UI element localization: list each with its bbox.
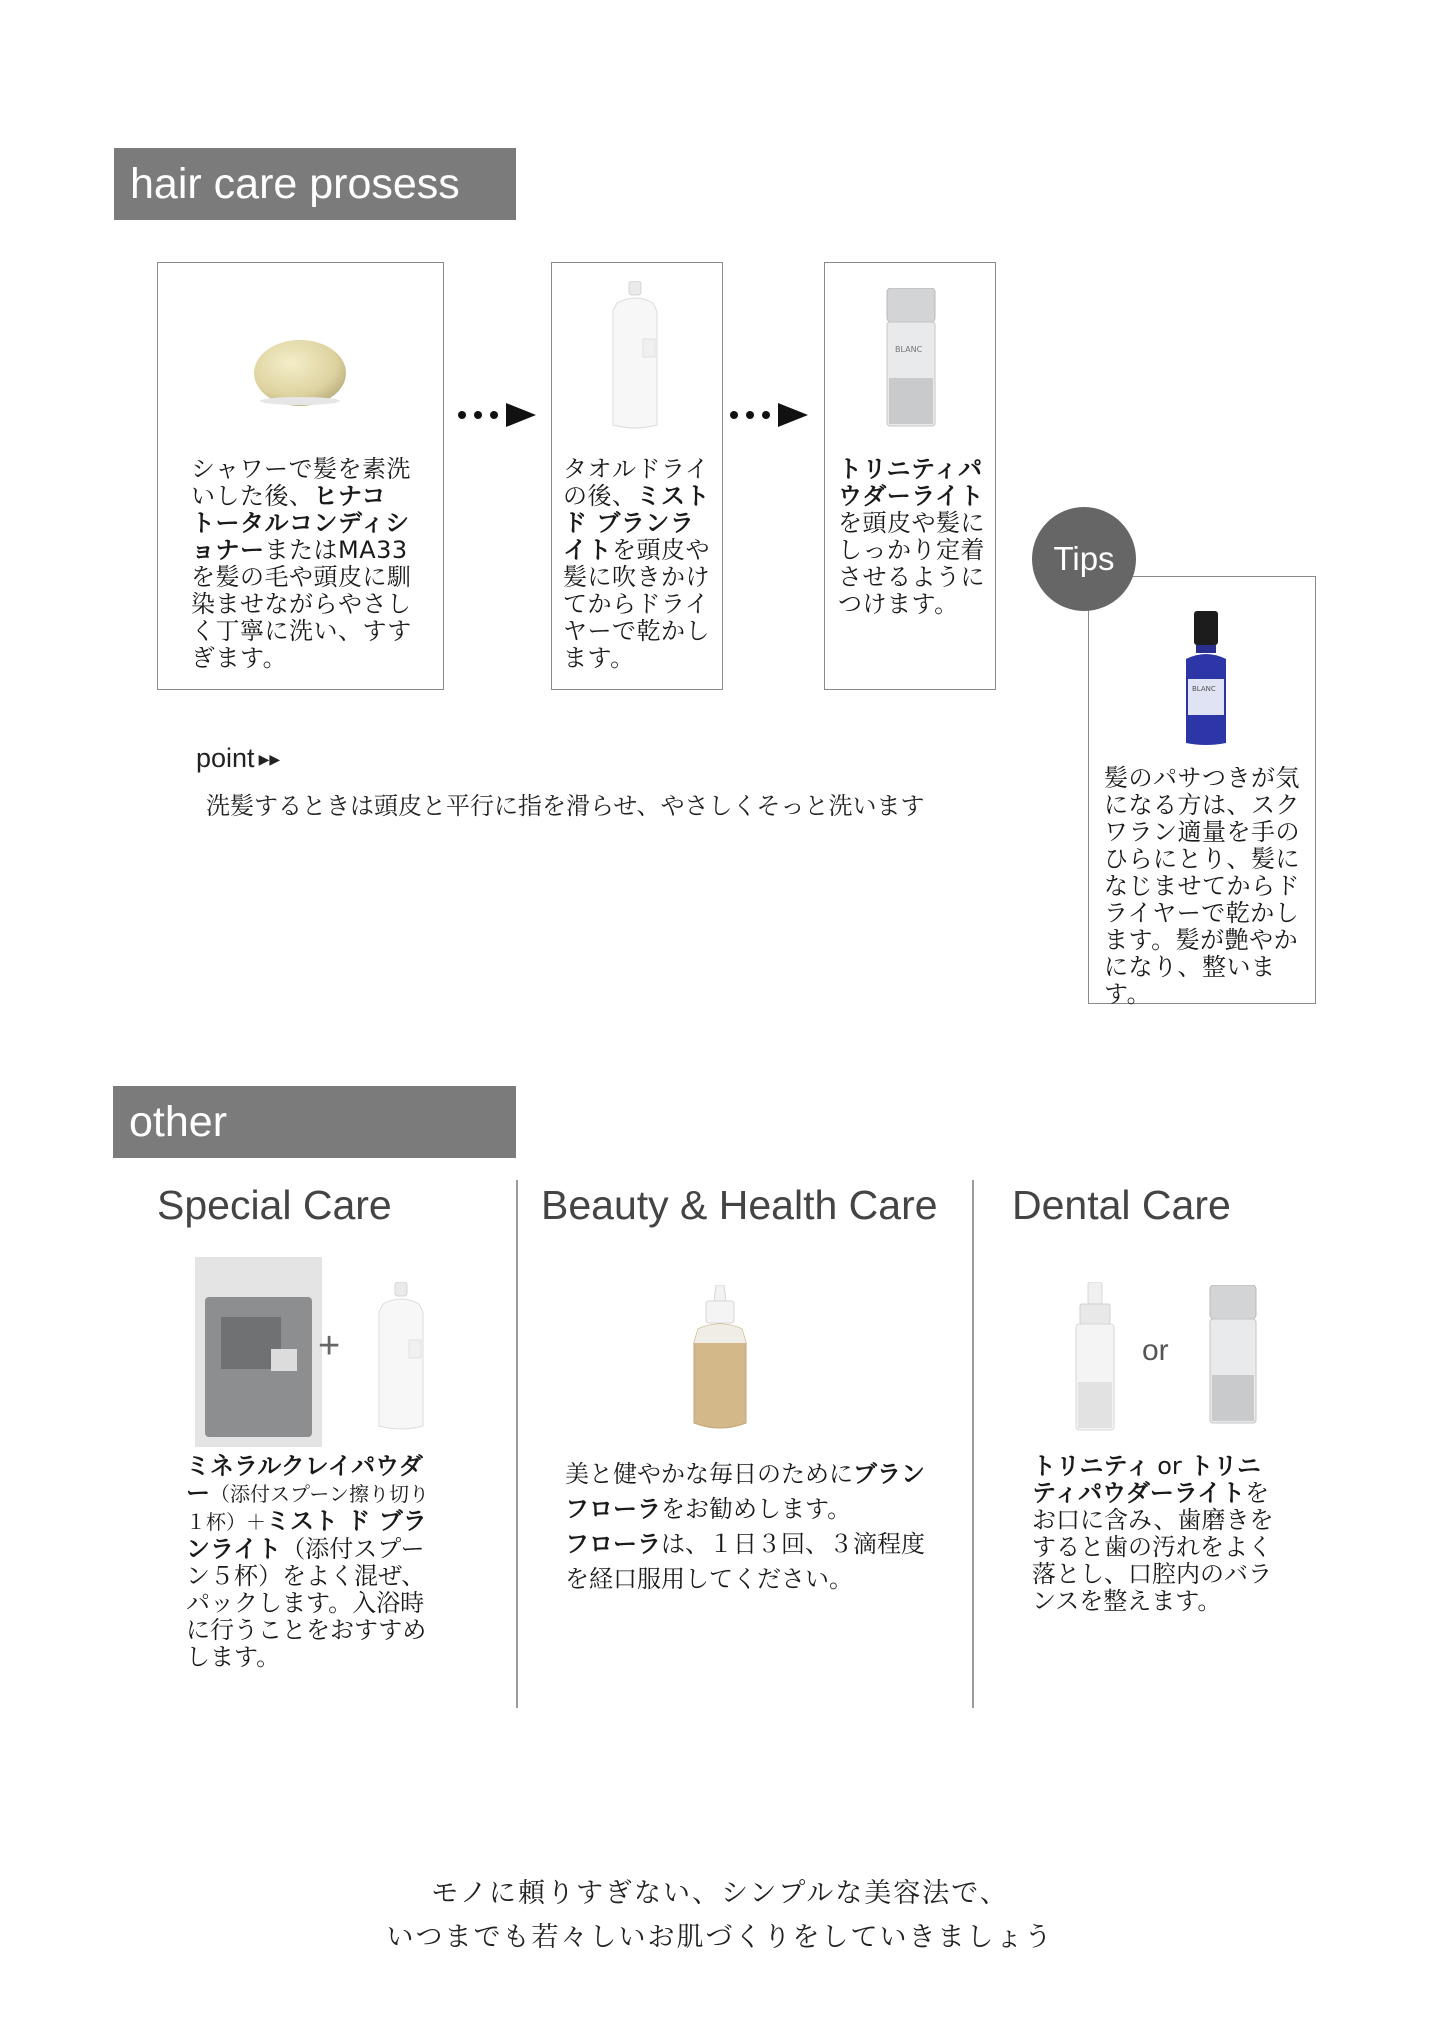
step-3-part: を頭皮や髪にしっかり定着させるようにつけます。 (838, 509, 985, 618)
step-1-card (157, 262, 444, 690)
soap-image (253, 335, 347, 407)
dental-product: トリニティパウダーライト (1032, 1452, 1261, 1507)
point-text: 洗髪するときは頭皮と平行に指を滑らせ、やさしくそっと洗います (206, 792, 925, 820)
special-care-part: （添付スプーン５杯）をよく混ぜ、パックします。入浴時に行うことをおすすめします。 (186, 1535, 427, 1671)
special-care-text (186, 1453, 434, 1671)
dental-product: トリニティ (1032, 1452, 1150, 1480)
powder-bottle-image (885, 288, 937, 428)
beauty-health-text (565, 1457, 935, 1597)
step-3-text (838, 456, 988, 618)
beauty-part: 美と健やかな毎日のために (565, 1460, 853, 1488)
special-care-title: Special Care (157, 1182, 392, 1228)
trinity-powder-bottle-image (1208, 1285, 1258, 1425)
beauty-product: フローラ (565, 1530, 661, 1558)
blanc-label: BLANC (895, 345, 923, 354)
hair-care-heading: hair care prosess (114, 148, 516, 220)
column-divider (516, 1180, 518, 1708)
tips-text: 髪のパサつきが気になる方は、スクワラン適量を手のひらにとり、髪になじませてからドライヤーで乾かします。髪が艶やかになり、整います。 (1104, 764, 1300, 1008)
step-2-part: タオルドライの後、 (563, 455, 710, 510)
play-arrows-icon: ▶▶ (258, 751, 281, 768)
special-care-mist-image (372, 1282, 430, 1432)
or-text: or (1142, 1334, 1169, 1367)
special-care-product: ミスト ド ブランライト (186, 1507, 427, 1563)
tips-card (1088, 576, 1316, 1008)
step-2-product: ミストド ブランライト (563, 482, 710, 564)
column-divider (972, 1180, 974, 1708)
footer-line-2: いつまでも若々しいお肌づくりをしていきましょう (386, 1922, 1054, 1953)
dental-care-text (1032, 1453, 1282, 1615)
flora-bottle-image (688, 1285, 752, 1433)
step-1-product: ヒナコ トータルコンディショナー (191, 482, 410, 564)
other-heading: other (113, 1086, 516, 1158)
arrow-icon (730, 403, 808, 427)
point-label (196, 743, 280, 774)
step-3-product: トリニティパウダーライト (838, 455, 985, 510)
special-care-product: ミネラルクレイパウダー (186, 1452, 423, 1507)
arrow-icon (458, 403, 536, 427)
point-label-text: point (196, 743, 255, 773)
footer-line-1: モノに頼りすぎない、シンプルな美容法で、 (431, 1878, 1009, 1909)
special-care-part: （添付スプーン擦り切り１杯）＋ (186, 1482, 429, 1534)
step-3-card (824, 262, 996, 690)
dental-part: をお口に含み、歯磨きをすると歯の汚れをよく落とし、口腔内のバランスを整えます。 (1032, 1479, 1274, 1615)
mist-bottle-image (605, 281, 665, 431)
squalane-bottle-image (1182, 611, 1230, 747)
dental-part: or (1149, 1452, 1190, 1480)
clay-powder-image (195, 1257, 322, 1447)
step-1-part: またはMA33を髪の毛や頭皮に馴染ませながらやさしく丁寧に洗い、すすぎます。 (191, 536, 412, 672)
step-2-text (563, 456, 715, 672)
beauty-part: は、１日３回、３滴程度を経口服用してください。 (565, 1530, 925, 1593)
dental-care-title: Dental Care (1012, 1182, 1231, 1228)
step-2-card (551, 262, 723, 690)
plus-icon: + (318, 1325, 341, 1367)
beauty-health-care-title: Beauty & Health Care (541, 1182, 938, 1228)
tips-blanc-label: BLANC (1192, 685, 1216, 693)
beauty-product: ブランフローラ (565, 1460, 925, 1523)
tips-badge: Tips (1032, 507, 1136, 611)
beauty-part: をお勧めします。 (661, 1495, 852, 1523)
step-1-text (191, 456, 416, 672)
trinity-bottle-image (1072, 1282, 1118, 1432)
step-2-part: を頭皮や髪に吹きかけてからドライヤーで乾かします。 (563, 536, 710, 672)
step-1-part: シャワーで髪を素洗いした後、 (191, 455, 412, 510)
